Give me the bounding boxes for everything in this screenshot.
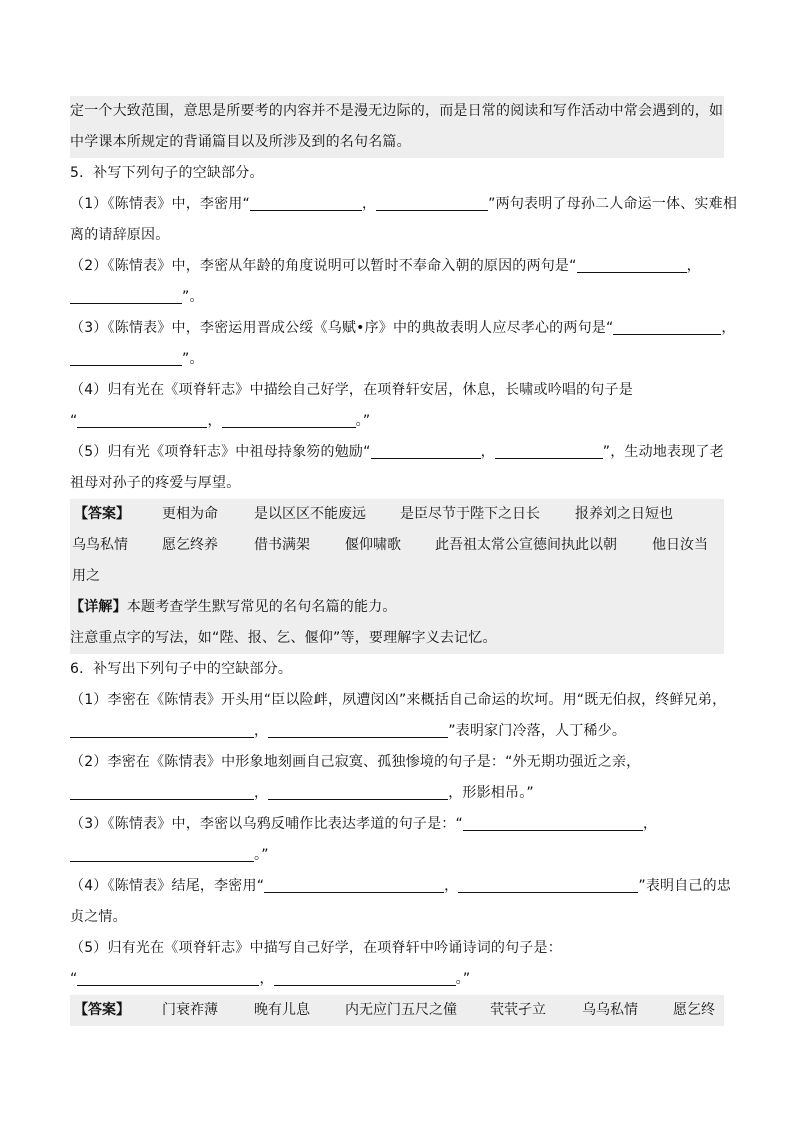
q5-sub3-text-a: （3）《陈情表》中，李密运用晋成公绥《乌赋•序》中的典故表明人应尽孝心的两句是“: [70, 320, 614, 336]
q6-sub4-text-c: ”表明自己的忠: [638, 878, 732, 894]
q5-sub2-text-b: ，: [686, 258, 701, 274]
q5-sub3-text-b: ，: [721, 320, 736, 336]
answer-blank[interactable]: [70, 843, 254, 862]
q6-sub4-line2: 贞之情。: [70, 909, 127, 925]
answer-item: 乌乌私情: [582, 1002, 638, 1018]
q5-sub5-text-b: ，: [480, 444, 495, 460]
answer-blank[interactable]: [70, 719, 254, 738]
q5-sub4-text-d: 。”: [355, 413, 371, 429]
answer-item: 愿乞终养: [162, 537, 218, 553]
answer-tag: 【答案】: [74, 1002, 130, 1018]
answer-item: 是臣尽节于陛下之日长: [400, 506, 540, 522]
q5-sub1-text-a: （1）《陈情表》中，李密用“: [70, 196, 250, 212]
q5-sub4-text-b: “: [70, 413, 78, 429]
answer-blank[interactable]: [371, 440, 481, 459]
detail-text-1: 本题考查学生默写常见的名句名篇的能力。: [126, 599, 397, 615]
answer-item: 是以区区不能废远: [254, 506, 366, 522]
answer-blank[interactable]: [264, 874, 444, 893]
q6-sub4-text-a: （4）《陈情表》结尾，李密用“: [70, 878, 265, 894]
q6-sub1-text-c: ”表明家门冷落，人丁稀少。: [448, 723, 627, 739]
answer-blank[interactable]: [458, 874, 638, 893]
answer-item: 偃仰啸歌: [345, 537, 401, 553]
answer-item: 更相为命: [162, 506, 218, 522]
q5-sub4-line2: [70, 406, 724, 437]
q5-sub2-text-c: ”。: [182, 289, 204, 305]
answer-item: 借书满架: [254, 537, 310, 553]
q6-sub4-text-b: ，: [444, 878, 459, 894]
answer-item: 晚有儿息: [254, 1002, 310, 1018]
q6-sub3-text-a: （3）《陈情表》中，李密以乌鸦反哺作比表达孝道的句子是：“: [70, 816, 463, 832]
q6-sub2-line2: [70, 778, 724, 809]
intro-text-1: 定一个大致范围，意思是所要考的内容并不是漫无边际的，而是日常的阅读和写作活动中常会遇到的，如: [70, 103, 724, 119]
answer-item: 愿乞终: [673, 1002, 715, 1018]
q5-sub5-line2: 祖母对孙子的疼爱与厚望。: [70, 475, 241, 491]
answer-item: 门衰祚薄: [162, 1002, 218, 1018]
q5-sub4-text-c: ，: [207, 413, 222, 429]
q5-sub5-text-c: ”，生动地表现了老: [602, 444, 724, 460]
q6-sub3-text-c: 。”: [254, 847, 269, 863]
q5-sub3-line2: [70, 344, 724, 375]
answer-blank[interactable]: [577, 254, 687, 273]
answer-item: 内无应门五尺之僮: [345, 1002, 457, 1018]
answer5-row-2: [70, 530, 724, 561]
q6-sub5-line2: [70, 964, 724, 995]
intro-line-2: [70, 127, 724, 158]
detail-tag: 【详解】: [70, 599, 127, 615]
q5-sub4-line1: （4）归有光在《项脊轩志》中描绘自己好学，在项脊轩安居，休息，长啸或吟唱的句子是: [70, 382, 633, 398]
q6-sub5-text-c: ，: [259, 971, 274, 987]
answer-item: 他日汝当: [652, 537, 708, 553]
q5-sub3-line1: [70, 313, 736, 344]
q6-sub5-line1: （5）归有光在《项脊轩志》中描写自己好学，在项脊轩中吟诵诗词的句子是：: [70, 940, 562, 956]
q5-sub1-text-c: ”两句表明了母孙二人命运一体、实难相: [488, 196, 738, 212]
q5-title: 5．补写下列句子的空缺部分。: [70, 165, 264, 181]
answer-blank[interactable]: [70, 347, 182, 366]
answer-item: 报养刘之日短也: [575, 506, 673, 522]
q5-sub1-line1: [70, 189, 738, 220]
q6-sub4-line1: [70, 871, 732, 902]
q6-sub3-line1: [70, 809, 724, 840]
document-page: [70, 96, 738, 1026]
q6-sub5-text-d: 。”: [455, 971, 471, 987]
q5-sub1-line2: 离的请辞原因。: [70, 227, 170, 243]
q5-sub3-text-c: ”。: [182, 351, 204, 367]
answer6-row-1: [70, 995, 724, 1026]
answer-blank[interactable]: [77, 409, 207, 428]
detail5-line-2: 注意重点字的写法，如“陛、报、乞、偃仰”等，要理解字义去记忆。: [70, 623, 724, 654]
q6-sub2-text-c: ，形影相吊。”: [448, 785, 534, 801]
q6-sub1-line1: （1）李密在《陈情表》开头用“臣以险衅，夙遭闵凶”来概括自己命运的坎坷。用“既无伯叔，终鲜兄弟，: [70, 692, 727, 708]
answer-blank[interactable]: [222, 409, 356, 428]
answer-blank[interactable]: [268, 719, 448, 738]
q6-sub5-text-b: “: [70, 971, 78, 987]
answer-item: 茕茕孑立: [490, 1002, 546, 1018]
answer-blank[interactable]: [70, 285, 182, 304]
q5-sub1-text-b: ，: [361, 196, 377, 212]
q6-sub3-text-b: ，: [642, 816, 658, 832]
q5-sub5-text-a: （5）归有光《项脊轩志》中祖母持象笏的勉励“: [70, 444, 371, 460]
answer-item: 此吾祖太常公宣德间执此以朝: [435, 537, 617, 553]
answer-blank[interactable]: [250, 192, 362, 211]
intro-line-1: [70, 96, 724, 127]
q5-sub2-text-a: （2）《陈情表》中，李密从年龄的角度说明可以暂时不奉命入朝的原因的两句是“: [70, 258, 577, 274]
intro-text-2: 中学课本所规定的背诵篇目以及所涉及到的名句名篇。: [70, 134, 411, 150]
answer5-row-1: [70, 499, 724, 530]
answer-blank[interactable]: [463, 812, 643, 831]
q6-sub1-line2: [70, 716, 724, 747]
q5-sub2-line2: [70, 282, 724, 313]
answer-blank[interactable]: [495, 440, 603, 459]
q6-sub2-line1: （2）李密在《陈情表》中形象地刻画自己寂寞、孤独惨境的句子是：“外无期功强近之亲，: [70, 754, 641, 770]
q6-sub1-text-b: ，: [254, 723, 269, 739]
answer-blank[interactable]: [376, 192, 488, 211]
answer-blank[interactable]: [613, 316, 721, 335]
answer-blank[interactable]: [77, 967, 259, 986]
q6-sub2-text-b: ，: [254, 785, 269, 801]
q6-title: 6．补写出下列句子中的空缺部分。: [70, 661, 293, 677]
answer-tag: 【答案】: [74, 506, 130, 522]
answer-blank[interactable]: [268, 781, 448, 800]
answer-blank[interactable]: [70, 781, 254, 800]
detail5-line-1: [70, 592, 724, 623]
answer-item: 乌鸟私情: [72, 537, 128, 553]
q5-sub2-line1: [70, 251, 724, 282]
answer-item: 用之: [72, 568, 100, 584]
q6-sub3-line2: [70, 840, 724, 871]
answer5-row-3: [70, 561, 724, 592]
answer-blank[interactable]: [274, 967, 456, 986]
q5-sub5-line1: [70, 437, 724, 468]
